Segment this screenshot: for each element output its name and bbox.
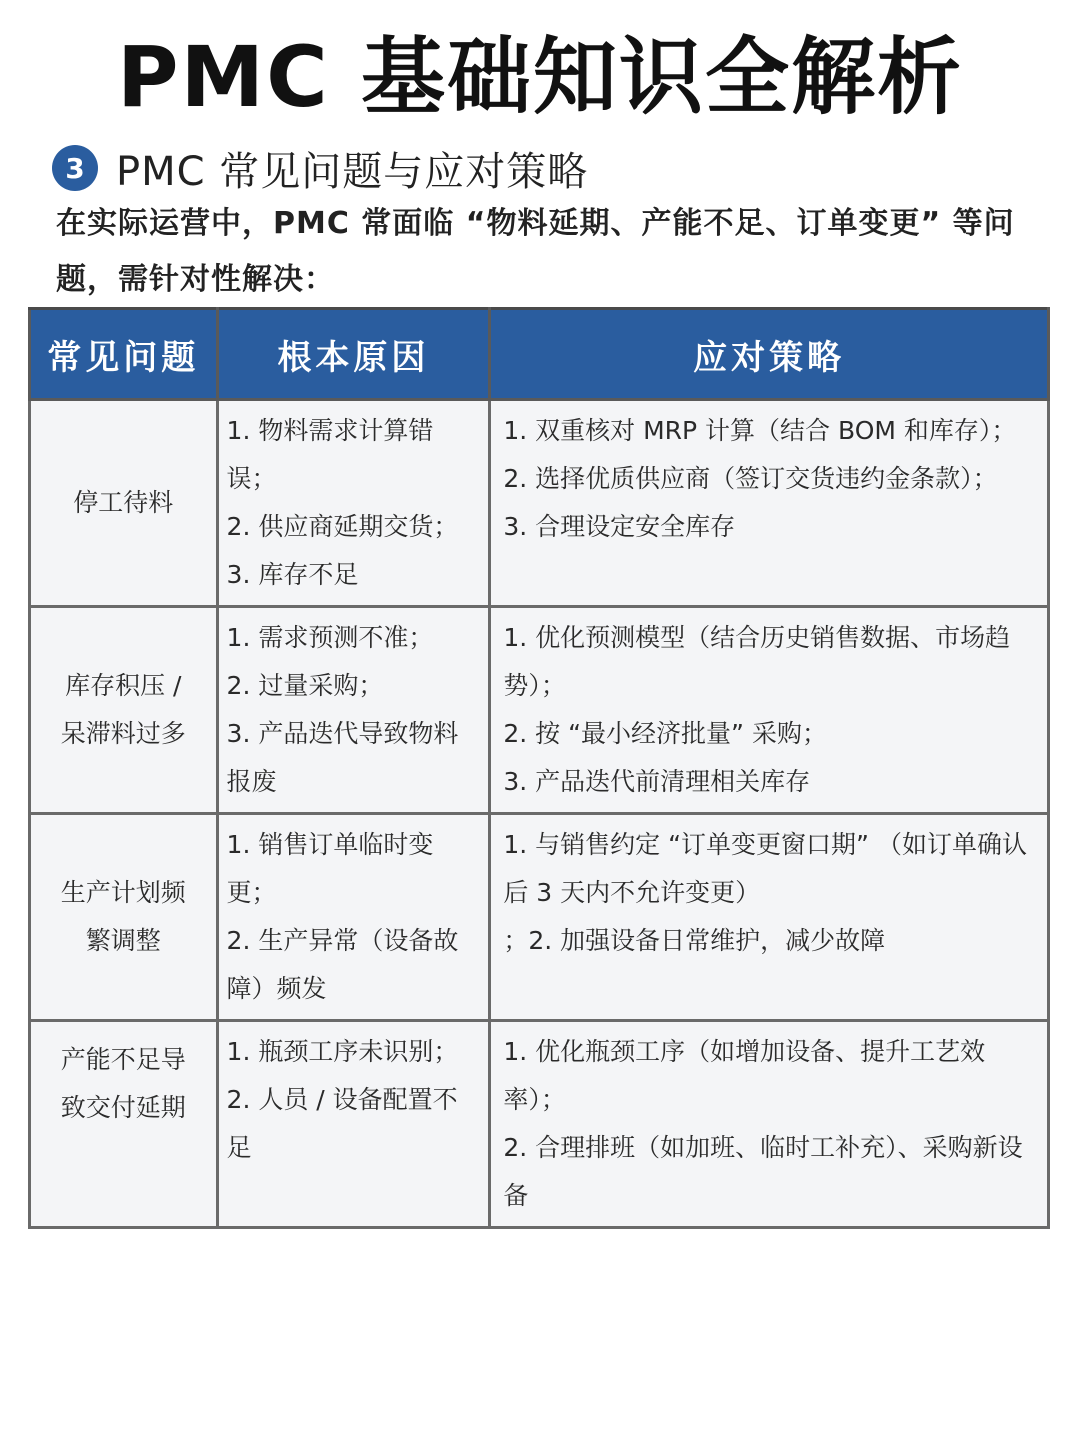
strategy-line: 1. 优化瓶颈工序（如增加设备、提升工艺效率）； — [503, 1037, 986, 1114]
cause-line: 2. 生产异常（设备故障）频发 — [226, 926, 459, 1003]
strategy-cell — [490, 1021, 1049, 1228]
strategy-line: 2. 合理排班（如加班、临时工补充）、采购新设备 — [503, 1133, 1023, 1210]
section-title: PMC 常见问题与应对策略 — [116, 148, 589, 195]
table-row — [30, 814, 1049, 1021]
cause-line: 1. 瓶颈工序未识别； — [226, 1037, 459, 1066]
problem-cell — [30, 814, 218, 1021]
problem-line: 产能不足导 — [60, 1045, 186, 1074]
strategy-cell — [490, 814, 1049, 1021]
table-row — [30, 400, 1049, 607]
cause-line: 2. 人员 / 设备配置不足 — [226, 1085, 458, 1162]
problem-cell — [30, 1021, 218, 1228]
cause-cell — [217, 814, 490, 1021]
problem-line: 库存积压 / — [65, 671, 182, 700]
section-number-badge: 3 — [52, 145, 98, 191]
problems-table — [28, 307, 1050, 1229]
strategy-line: ；2. 加强设备日常维护，减少故障 — [503, 926, 886, 955]
strategy-line: 3. 产品迭代前清理相关库存 — [503, 767, 811, 796]
cause-line: 1. 销售订单临时变更； — [226, 830, 434, 907]
strategy-cell — [490, 400, 1049, 607]
cause-line: 2. 过量采购； — [226, 671, 384, 700]
strategy-cell — [490, 607, 1049, 814]
strategy-line: 1. 双重核对 MRP 计算（结合 BOM 和库存）； — [503, 416, 1017, 445]
header-strategy: 应对策略 — [490, 309, 1049, 400]
table-row — [30, 607, 1049, 814]
problem-line: 致交付延期 — [60, 1093, 186, 1122]
section-heading — [52, 140, 588, 196]
header-cause: 根本原因 — [217, 309, 490, 400]
problem-line: 生产计划频 — [60, 878, 186, 907]
problem-line: 繁调整 — [85, 926, 161, 955]
cause-cell — [217, 400, 490, 607]
table-row — [30, 1021, 1049, 1228]
cause-line: 1. 物料需求计算错误； — [226, 416, 434, 493]
header-problem: 常见问题 — [30, 309, 218, 400]
problems-table-container — [28, 307, 1050, 1229]
problem-cell — [30, 400, 218, 607]
cause-cell — [217, 1021, 490, 1228]
strategy-line: 2. 按 “最小经济批量” 采购； — [503, 719, 827, 748]
cause-line: 3. 库存不足 — [226, 560, 359, 589]
strategy-line: 3. 合理设定安全库存 — [503, 512, 736, 541]
strategy-line: 2. 选择优质供应商（签订交货违约金条款）； — [503, 464, 998, 493]
strategy-line: 1. 与销售约定 “订单变更窗口期” （如订单确认后 3 天内不允许变更） — [503, 830, 1027, 907]
problem-cell — [30, 607, 218, 814]
cause-line: 2. 供应商延期交货； — [226, 512, 459, 541]
page-title: PMC 基础知识全解析 — [116, 28, 964, 126]
problem-line: 呆滞料过多 — [60, 719, 186, 748]
table-header-row — [30, 309, 1049, 400]
strategy-line: 1. 优化预测模型（结合历史销售数据、市场趋势）； — [503, 623, 1011, 700]
cause-line: 3. 产品迭代导致物料报废 — [226, 719, 459, 796]
problem-line: 停工待料 — [73, 488, 174, 517]
cause-line: 1. 需求预测不准； — [226, 623, 434, 652]
cause-cell — [217, 607, 490, 814]
intro-paragraph: 在实际运营中，PMC 常面临 “物料延期、产能不足、订单变更” 等问题，需针对性解决： — [56, 206, 1015, 297]
